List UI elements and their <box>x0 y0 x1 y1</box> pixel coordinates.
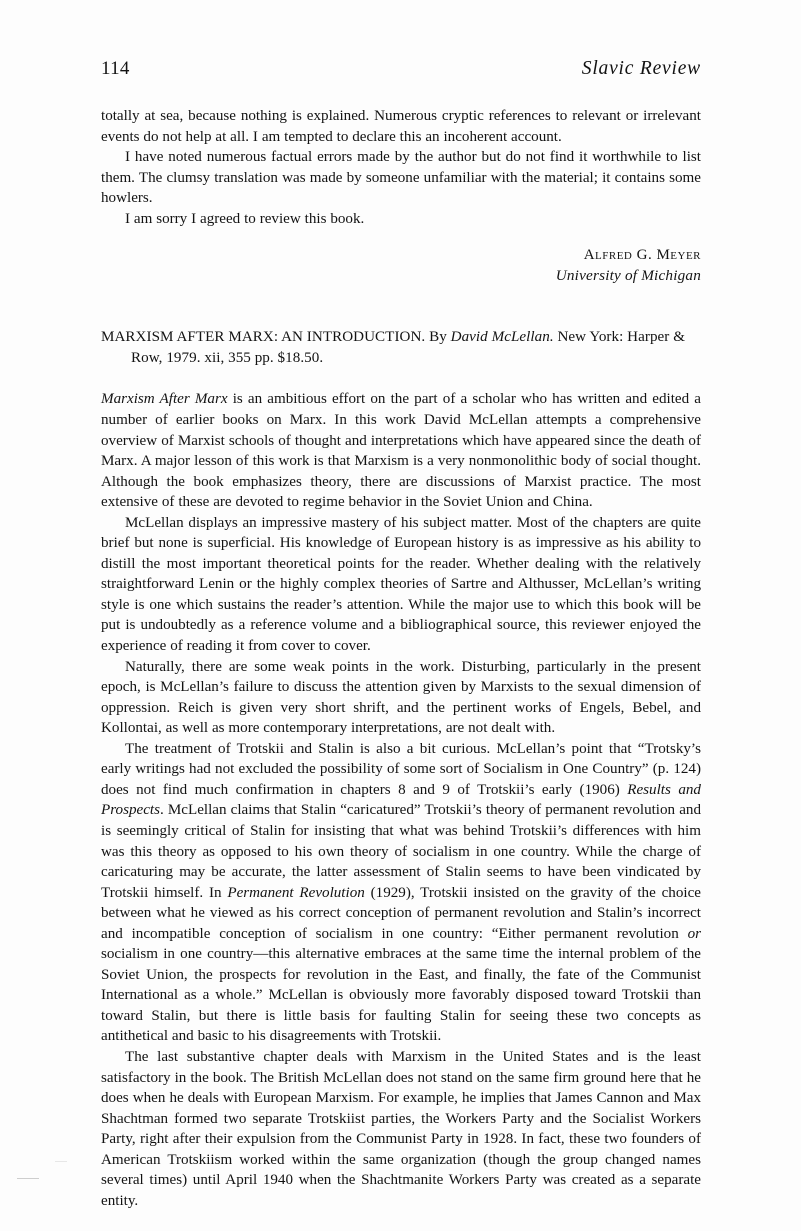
review-paragraph <box>101 739 701 1047</box>
journal-title: Slavic Review <box>581 58 701 79</box>
text-run: The treatment of Trotskii and Stalin is also a bit curious. McLellan’s point that “Trotsky’s early writings had not excluded the possibility of some sort of Socialism in One Country” (p. 124) does not find much confirmation in chapters 8 and 9 of Trotskii’s early (1906) <box>101 740 701 798</box>
paragraph-continued-3: I am sorry I agreed to review this book. <box>125 210 365 227</box>
reviewer-name: Alfred G. Meyer <box>583 247 701 264</box>
text-column <box>101 106 701 1211</box>
italic-run: or <box>687 925 701 942</box>
italic-run: Marxism After Marx <box>101 391 228 408</box>
scan-artifact-mark-secondary <box>55 1161 67 1162</box>
reviewer-signature <box>101 245 701 286</box>
text-run: Naturally, there are some weak points in the work. Disturbing, particularly in the present epoch, is McLellan’s failure to discuss the attention given by Marxists to the sexual dimension of oppression. Reich is given very short shrift, and the pertinent works of Engels, Bebel, and Kollontai, as well as more contemporary interpretations, are not dealt with. <box>101 658 701 737</box>
book-author: David McLellan. <box>450 329 554 346</box>
scan-artifact-mark <box>17 1178 39 1179</box>
text-run: The last substantive chapter deals with Marxism in the United States and is the least satisfactory in the book. The British McLellan does not stand on the same firm ground here that he does when he deals with European Marxism. For example, he implies that James Cannon and Max Shachtman formed two separate Trotskiist parties, the Workers Party and the Socialist Workers Party, right after their expulsion from the Communist Party in 1928. In fact, these two founders of American Trotskiism worked within the same organization (though the group changed names several times) until April 1940 when the Shachtmanite Workers Party was created as a separate entity. <box>101 1048 701 1209</box>
italic-run: Results and Prospects <box>101 781 701 819</box>
text-run: is an ambitious effort on the part of a scholar who has written and edited a number of earlier books on Marx. In this work David McLellan attempts a comprehensive overview of Marxist schools of thought and interpretations which have appeared since the death of Marx. A major lesson of this work is that Marxism is a very nonmonolithic body of social thought. Although the book emphasizes theory, there are discussions of Marxist practice. The most extensive of these are devoted to regime behavior in the Soviet Union and China. <box>101 391 701 511</box>
book-heading <box>101 327 701 368</box>
review-paragraph <box>101 1047 701 1211</box>
italic-run: Permanent Revolution <box>227 884 365 901</box>
paragraph-continued-1: totally at sea, because nothing is explained. Numerous cryptic references to relevant or irrelevant events do not help at all. I am tempted to declare this an incoherent account. <box>101 108 701 145</box>
section-gap <box>101 286 701 327</box>
reviewer-affiliation: University of Michigan <box>555 266 701 284</box>
text-run: (1929), Trotskii insisted on the gravity of the choice between what he viewed as his correct conception of permanent revolution and Stalin’s incorrect and incompatible conception of socialism in one country: “Either permanent revolution <box>101 884 701 942</box>
book-imprint: New York: Harper & Row, 1979. xii, 355 pp. $18.50. <box>131 329 685 366</box>
text-run: socialism in one country—this alternative embraces at the same time the internal problem of the Soviet Union, the prospects for revolution in the East, and finally, the fate of the Communist International as a whole.” McLellan is obviously more favorably disposed toward Trotskii than toward Stalin, but there is little basis for faulting Stalin for seeing these two concepts as antithetical and basic to his disagreements with Trotskii. <box>101 946 701 1045</box>
review-paragraph <box>101 513 701 657</box>
review-paragraph <box>101 657 701 739</box>
heading-gap <box>101 368 701 389</box>
text-run: . McLellan claims that Stalin “caricatured” Trotskii’s theory of permanent revolution and is seemingly critical of Stalin for insisting that what was behind Trotskii’s differences with him was this theory as opposed to his own theory of socialism in one country. While the charge of caricaturing may be accurate, the latter assessment of Stalin seems to have been vindicated by Trotskii himself. In <box>101 802 701 901</box>
review-paragraph <box>101 389 701 512</box>
book-title: MARXISM AFTER MARX: AN INTRODUCTION. <box>101 329 426 346</box>
page-number: 114 <box>101 58 130 79</box>
book-by-label: By <box>429 329 447 346</box>
running-head <box>101 58 701 80</box>
paragraph-continued-2: I have noted numerous factual errors made by the author but do not find it worthwhile to list them. The clumsy translation was made by someone unfamiliar with the material; it contains some howlers. <box>101 149 701 207</box>
text-run: McLellan displays an impressive mastery of his subject matter. Most of the chapters are quite brief but none is superficial. His knowledge of European history is as impressive as his ability to distill the most important theoretical points for the reader. Whether dealing with the relatively straightforward Lenin or the highly complex theories of Sartre and Althusser, McLellan’s writing style is one which sustains the reader’s attention. While the major use to which this book will be put is undoubtedly as a reference volume and a bibliographical source, this reviewer enjoyed the experience of reading it from cover to cover. <box>101 514 701 655</box>
review-body <box>101 389 701 1211</box>
